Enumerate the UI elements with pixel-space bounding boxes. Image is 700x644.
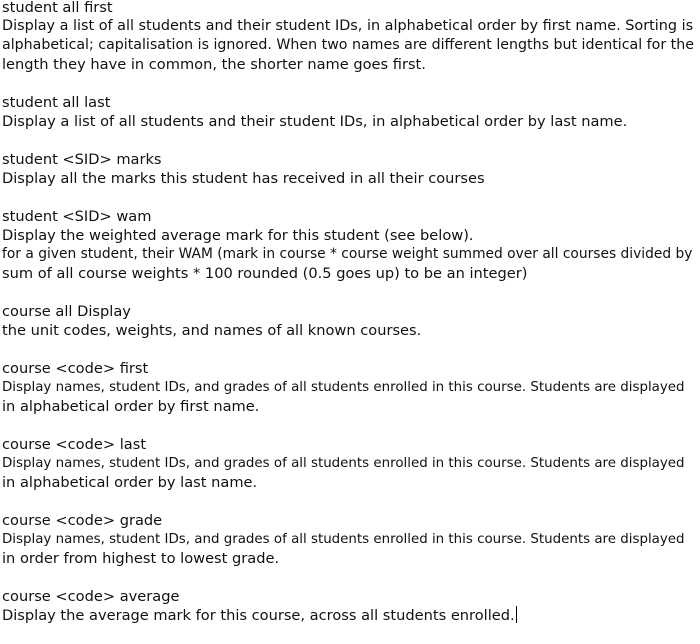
description-line: for a given student, their WAM (mark in course * course weight summed over all courses divided by <box>2 246 693 262</box>
command-heading: student <SID> marks <box>2 151 162 168</box>
description-line: in alphabetical order by first name. <box>2 398 260 415</box>
entry-course-code-last <box>2 435 694 492</box>
command-heading: course <code> last <box>2 436 147 453</box>
command-heading: course all Display <box>2 303 131 320</box>
description-line: in alphabetical order by last name. <box>2 474 258 491</box>
entry-course-all <box>2 302 694 340</box>
description-line: in order from highest to lowest grade. <box>2 550 280 567</box>
entry-student-all-last <box>2 93 694 131</box>
text-cursor <box>516 606 517 623</box>
description-line: the unit codes, weights, and names of all known courses. <box>2 322 422 339</box>
description-line: Display names, student IDs, and grades of all students enrolled in this course. Students are displayed <box>2 380 685 395</box>
entry-course-code-first <box>2 359 694 416</box>
entry-course-code-average <box>2 587 694 625</box>
entry-student-sid-wam <box>2 207 694 283</box>
entry-student-sid-marks <box>2 150 694 188</box>
entry-student-all-first <box>2 0 694 74</box>
document-body[interactable] <box>2 0 694 644</box>
command-heading: student <SID> wam <box>2 208 152 225</box>
description-line: Display a list of all students and their student IDs, in alphabetical order by first name. Sorting is <box>2 18 694 34</box>
description-line: length they have in common, the shorter name goes first. <box>2 56 426 73</box>
command-heading: course <code> average <box>2 588 180 605</box>
description-line: Display names, student IDs, and grades of all students enrolled in this course. Students are displayed <box>2 456 685 471</box>
description-line: sum of all course weights * 100 rounded (0.5 goes up) to be an integer) <box>2 265 528 282</box>
command-heading: student all last <box>2 94 111 111</box>
command-heading: course <code> first <box>2 360 149 377</box>
description-line: Display names, student IDs, and grades of all students enrolled in this course. Students are displayed <box>2 532 685 547</box>
command-heading: course <code> grade <box>2 512 163 529</box>
command-heading: student all first <box>2 0 113 16</box>
description-line: Display the average mark for this course, across all students enrolled. <box>2 607 515 624</box>
description-line: Display the weighted average mark for this student (see below). <box>2 227 474 244</box>
description-line: Display a list of all students and their student IDs, in alphabetical order by last name. <box>2 113 628 130</box>
description-line: alphabetical; capitalisation is ignored. When two names are different lengths but identical for the <box>2 37 694 53</box>
description-line-with-cursor <box>2 606 694 625</box>
entry-course-code-grade <box>2 511 694 568</box>
description-line: Display all the marks this student has received in all their courses <box>2 170 485 187</box>
